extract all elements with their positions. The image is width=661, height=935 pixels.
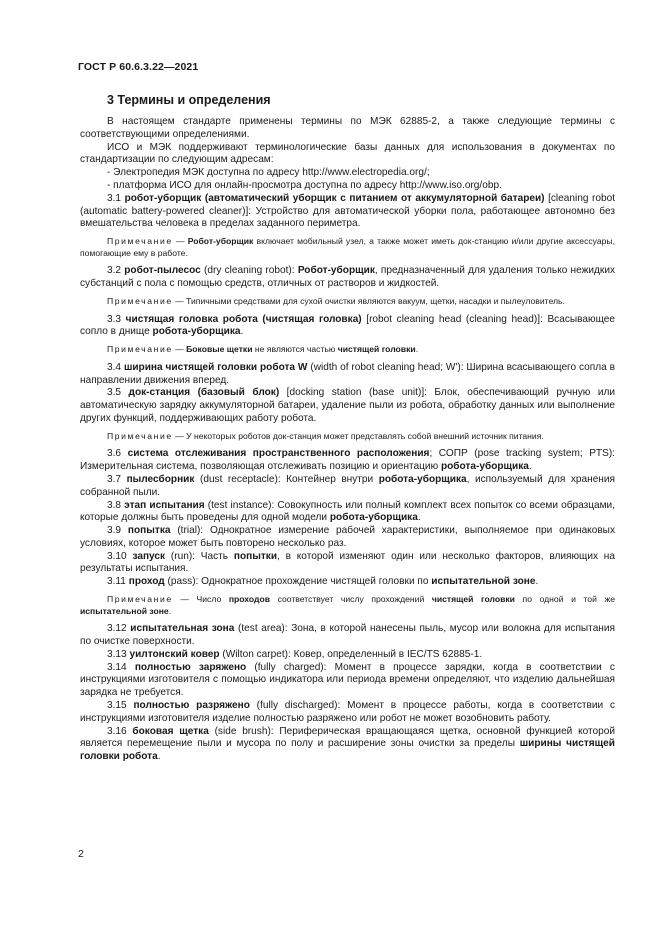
- term-name: робот-уборщик (автоматический уборщик с питанием от аккумуляторной батареи): [124, 192, 545, 204]
- term-name: система отслеживания пространственного расположения: [127, 448, 430, 460]
- term-3-5: 3.5 док-станция (базовый блок) [docking station (base unit)]: Блок, обеспечивающий ручную или автоматическую зарядку аккумуляторной батареи, удаление пыли из робота, обработку данных или выполнение других функций, поддерживающих работу робота.: [80, 387, 615, 424]
- term-3-9: 3.9 попытка (trial): Однократное измерение рабочей характеристики, выполняемое при одинаковых условиях, которое может быть повторено несколько раз.: [80, 525, 615, 549]
- note-label: Примечание: [107, 236, 173, 247]
- term-3-14: 3.14 полностью заряжено (fully charged): Момент в процессе зарядки, когда в соответствии с инструкциями изготовителя с помощью индикатора или периода времени определяют, что изделию дальнейшая зарядка не требуется.: [80, 661, 615, 699]
- term-name: испытательная зона: [130, 623, 235, 635]
- term-name: чистящая головка робота (чистящая головка): [125, 313, 362, 325]
- term-name: проход: [128, 576, 165, 588]
- term-3-15: 3.15 полностью разряжено (fully discharged): Момент в процессе работы, когда в соответствии с инструкциями изготовителя изделие полностью разряжено или робот не может возобновить работу.: [80, 700, 615, 724]
- note-label: Примечание: [107, 430, 173, 441]
- intro-paragraph: В настоящем стандарте применены термины по МЭК 62885-2, а также следующие термины с соответствующими определениями.: [80, 116, 615, 140]
- term-name: этап испытания: [124, 499, 205, 511]
- term-3-8: 3.8 этап испытания (test instance): Совокупность или полный комплект всех попыток со всеми образцами, которые должны быть проведены для одной модели робота-уборщика.: [80, 499, 615, 524]
- note-label: Примечание: [107, 344, 173, 355]
- term-name: полностью заряжено: [134, 661, 247, 673]
- term-3-6: 3.6 система отслеживания пространственного расположения; СОПР (pose tracking system; PTS): Измерительная система, позволяющая отслеживать позицию и ориентацию робота-уборщика.: [80, 448, 615, 473]
- term-name: пылесборник: [126, 473, 195, 485]
- list-item: - Электропедия МЭК доступна по адресу http://www.electropedia.org/;: [107, 167, 430, 179]
- term-3-3: 3.3 чистящая головка робота (чистящая головка) [robot cleaning head (cleaning head)]: Всасывающее сопло в днище робота-уборщика.: [80, 313, 616, 338]
- term-3-13: 3.13 уилтонский ковер (Wilton carpet): Ковер, определенный в IEC/TS 62885-1.: [107, 648, 483, 660]
- term-3-7: 3.7 пылесборник (dust receptacle): Контейнер внутри робота-уборщика, используемый для хранения собранной пыли.: [80, 473, 615, 498]
- term-name: боковая щетка: [132, 725, 209, 737]
- term-3-4: 3.4 ширина чистящей головки робота W (width of robot cleaning head; W'): Ширина всасывающего сопла в направлении движения вперед.: [80, 361, 615, 386]
- list-item: - платформа ИСО для онлайн-просмотра доступна по адресу http://www.iso.org/obp.: [107, 179, 502, 191]
- term-3-11: 3.11 проход (pass): Однократное прохождение чистящей головки по испытательной зоне.: [107, 576, 539, 588]
- term-name: робот-пылесос: [124, 265, 201, 277]
- intro-paragraph: ИСО и МЭК поддерживают терминологические базы данных для использования в документах по стандартизации по следующим адресам:: [80, 141, 615, 166]
- term-3-16: 3.16 боковая щетка (side brush): Периферическая вращающаяся щетка, основной функцией которой является перемещение пыли и мусора по полу и расширение зоны очистки за пределы ширины чистящей головки робота.: [80, 725, 615, 763]
- term-name: полностью разряжено: [133, 700, 250, 712]
- note: Примечание — У некоторых роботов док-станция может представлять собой внешний источник питания.: [107, 430, 544, 441]
- term-3-12: 3.12 испытательная зона (test area): Зона, в которой нанесены пыль, мусор или волокна для испытания по очистке поверхности.: [80, 623, 615, 648]
- section-title: 3 Термины и определения: [107, 93, 271, 107]
- term-name: ширина чистящей головки робота W: [123, 361, 308, 373]
- term-name: док-станция (базовый блок): [128, 387, 280, 399]
- term-3-2: 3.2 робот-пылесос (dry cleaning robot): Робот-уборщик, предназначенный для удаления только нежидких субстанций с пола с помощью средств, отличных от растворов и жидкостей.: [80, 265, 616, 290]
- note: Примечание — Боковые щетки не являются частью чистящей головки.: [107, 344, 419, 355]
- note: Примечание — Робот-уборщик включает мобильный узел, а также может иметь док-станцию и/или другие аксессуары, помогающие ему в работе.: [80, 236, 615, 258]
- note-label: Примечание: [107, 295, 173, 306]
- note: Примечание — Число проходов соответствует числу прохождений чистящей головки по одной и той же испытательной зоне.: [80, 594, 615, 616]
- note: Примечание — Типичными средствами для сухой очистки являются вакуум, щетки, насадки и пылеуловитель.: [107, 295, 565, 306]
- term-name: попытка: [127, 525, 171, 537]
- note-label: Примечание: [107, 594, 173, 605]
- term-3-10: 3.10 запуск (run): Часть попытки, в которой изменяют один или несколько факторов, влияющих на результаты испытания.: [80, 550, 615, 575]
- document-body: [80, 116, 615, 764]
- page-number: 2: [78, 848, 84, 860]
- term-3-1: 3.1 робот-уборщик (автоматический уборщик с питанием от аккумуляторной батареи) [cleaning robot (automatic battery-powered cleaner)]: Устройство для автоматической уборки пола, работающее автономно без вмешательства человека в пределах заданного периметра.: [80, 192, 615, 230]
- term-name: уилтонский ковер: [129, 648, 220, 660]
- term-name: запуск: [132, 550, 166, 562]
- document-header: ГОСТ Р 60.6.3.22—2021: [78, 61, 199, 73]
